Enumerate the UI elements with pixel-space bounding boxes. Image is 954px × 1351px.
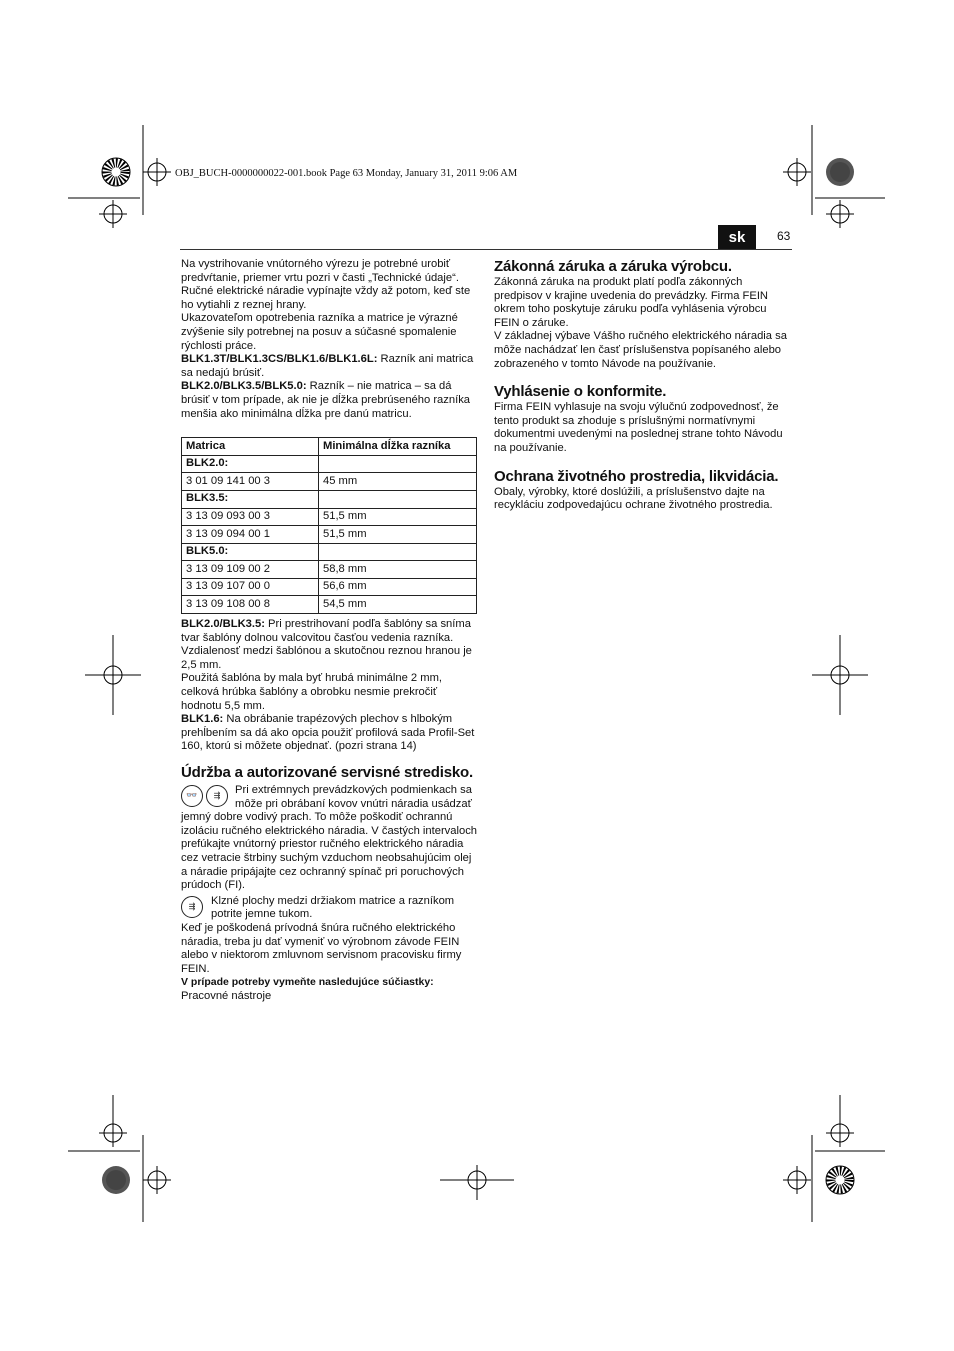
table-group-row: BLK2.0: [182, 455, 477, 473]
model-label: BLK1.3T/BLK1.3CS/BLK1.6/BLK1.6L: [181, 353, 378, 366]
paragraph: Keď je poškodená prívodná šnúra ručného elektrického náradia, treba ju dať vymeniť vo výrobnom závode FEIN alebo v niektorom zmluvnom servisnom pracovisku firmy FEIN. [181, 921, 462, 975]
language-badge: sk [718, 225, 756, 249]
book-info-header: OBJ_BUCH-0000000022-001.book Page 63 Monday, January 31, 2011 9:06 AM [175, 168, 518, 179]
left-column [181, 258, 477, 1004]
table-row: 3 13 09 108 00 8 54,5 mm [182, 596, 477, 614]
paragraph: BLK1.6: Na obrábanie trapézových plechov s hlbokým prehĺbením sa dá ako opcia použiť profilová sada Profil-Set 160, ktorú si môžete objednať. (pozri strana 14) [181, 713, 475, 753]
table-group-row: BLK5.0: [182, 543, 477, 561]
punch-length-table [181, 437, 477, 614]
section-heading-environment: Ochrana životného prostredia, likvidácia. [494, 467, 779, 485]
paragraph: BLK2.0/BLK3.5: Pri prestrihovaní podľa šablóny sa sníma tvar šablóny dolnou valcovitou časťou vedenia razníka. Vzdialenosť medzi šablónou a skutočnou reznou hranou je 2,5 mm. [181, 618, 472, 671]
paragraph: BLK1.3T/BLK1.3CS/BLK1.6/BLK1.6L: Razník ani matrica sa nedajú brúsiť. [181, 353, 474, 379]
paragraph: BLK2.0/BLK3.5/BLK5.0: Razník – nie matrica – sa dá brúsiť v tom prípade, ak nie je dĺžka prebrúseného razníka menšia ako minimálna dĺžka pre danú matricu. [181, 380, 471, 420]
paragraph: Firma FEIN vyhlasuje na svoju výlučnú zodpovednosť, že tento produkt sa zhoduje s príslušnými normatívnymi dokumentmi uvedenými na poslednej strane tohto Návodu na používanie. [494, 401, 783, 454]
paragraph: Ukazovateľom opotrebenia razníka a matrice je výrazné zvýšenie sily potrebnej na posuv a súčasné spomalenie rýchlosti práce. [181, 312, 458, 352]
page-number: 63 [777, 229, 791, 243]
table-row: 3 13 09 109 00 2 58,8 mm [182, 561, 477, 579]
section-heading-maintenance: Údržba a autorizované servisné stredisko. [181, 764, 473, 781]
paragraph: Obaly, výrobky, ktoré doslúžili, a príslušenstvo dajte na recykláciu zodpovedajúcu ochrane životného prostredia. [494, 485, 773, 512]
paragraph: Použitá šablóna by mala byť hrubá minimálne 2 mm, celková hrúbka šablóny a obrobku nesmie prekročiť hodnotu 5,5 mm. [181, 672, 443, 712]
paragraph: Zákonná záruka na produkt platí podľa zákonných predpisov v krajine uvedenia do prevádzky. Firma FEIN okrem toho poskytuje záruku podľa vyhlásenia výrobcu FEIN o záruke. [494, 276, 769, 329]
paragraph: Pracovné nástroje [181, 989, 272, 1002]
model-label: BLK1.6: [181, 713, 224, 726]
table-row: 3 01 09 141 00 3 45 mm [182, 473, 477, 491]
eye-protection-icon: 👓 [181, 785, 203, 807]
paragraph: V základnej výbave Vášho ručného elektrického náradia sa môže nachádzať len časť príslušenstva popísaného alebo zobrazeného v tomto Návode na používanie. [494, 330, 787, 370]
paragraph: V prípade potreby vymeňte nasledujúce súčiastky: [181, 976, 434, 989]
paragraph: Klzné plochy medzi držiakom matrice a razníkom potrite jemne tukom. [211, 894, 455, 921]
table-row: 3 13 09 107 00 0 56,6 mm [182, 578, 477, 596]
section-heading-conformity: Vyhlásenie o konformite. [494, 383, 667, 401]
table-header: Minimálna dĺžka razníka [319, 438, 477, 456]
table-group-row: BLK3.5: [182, 490, 477, 508]
paragraph: Ručné elektrické náradie vypínajte vždy až potom, keď ste ho vytiahli z reznej hrany. [181, 285, 471, 311]
table-row: 3 13 09 094 00 1 51,5 mm [182, 526, 477, 544]
lubrication-icon: ⇶ [181, 896, 203, 918]
paragraph: Pri extrémnych prevádzkových podmienkach sa môže pri obrábaní kovov vnútri náradia usádzať jemný dobre vodivý prach. To môže poškodiť ochrannú izoláciu ručného elektrického náradia. V častých intervaloch prefúkajte vnútorný priestor ručného elektrického náradia cez vetracie štrbiny suchým vzduchom neobsahujúcim olej a náradie pripájajte cez ochranný spínač pri poruchových prúdoch (FI). [181, 784, 478, 892]
right-column [494, 258, 792, 513]
table-header-row [182, 438, 477, 456]
model-label: BLK2.0/BLK3.5: [181, 618, 265, 631]
header-rule [180, 249, 792, 250]
table-row: 3 13 09 093 00 3 51,5 mm [182, 508, 477, 526]
model-label: BLK2.0/BLK3.5/BLK5.0: [181, 380, 307, 393]
table-header: Matrica [182, 438, 319, 456]
blow-out-icon: ⇶ [206, 785, 228, 807]
section-heading-warranty: Zákonná záruka a záruka výrobcu. [494, 258, 732, 275]
paragraph: Na vystrihovanie vnútorného výrezu je potrebné urobiť predvŕtanie, priemer vrtu pozri v časti „Technické údaje“. [181, 258, 459, 284]
